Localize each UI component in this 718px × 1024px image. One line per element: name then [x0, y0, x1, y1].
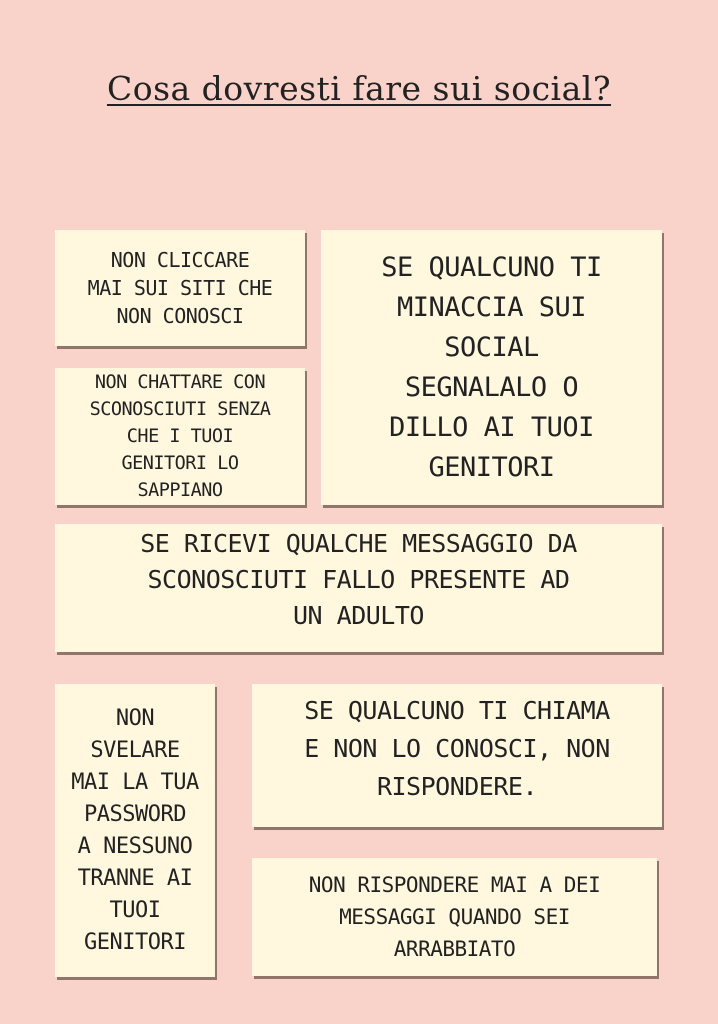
tip-text: NON CLICCARE MAI SUI SITI CHE NON CONOSCI [87, 248, 273, 328]
tip-card-password [55, 684, 215, 977]
tip-card-messages-from-strangers [55, 524, 662, 652]
tip-card-unknown-calls [252, 684, 662, 827]
tip-card-threats [321, 230, 662, 505]
page-title-text: Cosa dovresti fare sui social? [106, 69, 612, 108]
tip-text: SE RICEVI QUALCHE MESSAGGIO DA SCONOSCIUTI FALLO PRESENTE AD UN ADULTO [140, 529, 577, 630]
tip-card-chat-strangers [55, 368, 305, 505]
tip-text: SE QUALCUNO TI CHIAMA E NON LO CONOSCI, NON RISPONDERE. [304, 696, 610, 801]
page-title [0, 68, 718, 110]
tip-card-angry-replies [252, 858, 657, 976]
tip-text: NON SVELARE MAI LA TUA PASSWORD A NESSUNO TRANNE AI TUOI GENITORI [71, 705, 199, 955]
tip-card-unknown-sites [55, 230, 305, 346]
tip-text: NON CHATTARE CON SCONOSCIUTI SENZA CHE I TUOI GENITORI LO SAPPIANO [89, 372, 271, 501]
tip-text: SE QUALCUNO TI MINACCIA SUI SOCIAL SEGNALALO O DILLO AI TUOI GENITORI [381, 251, 602, 483]
tip-text: NON RISPONDERE MAI A DEI MESSAGGI QUANDO SEI ARRABBIATO [308, 873, 601, 961]
